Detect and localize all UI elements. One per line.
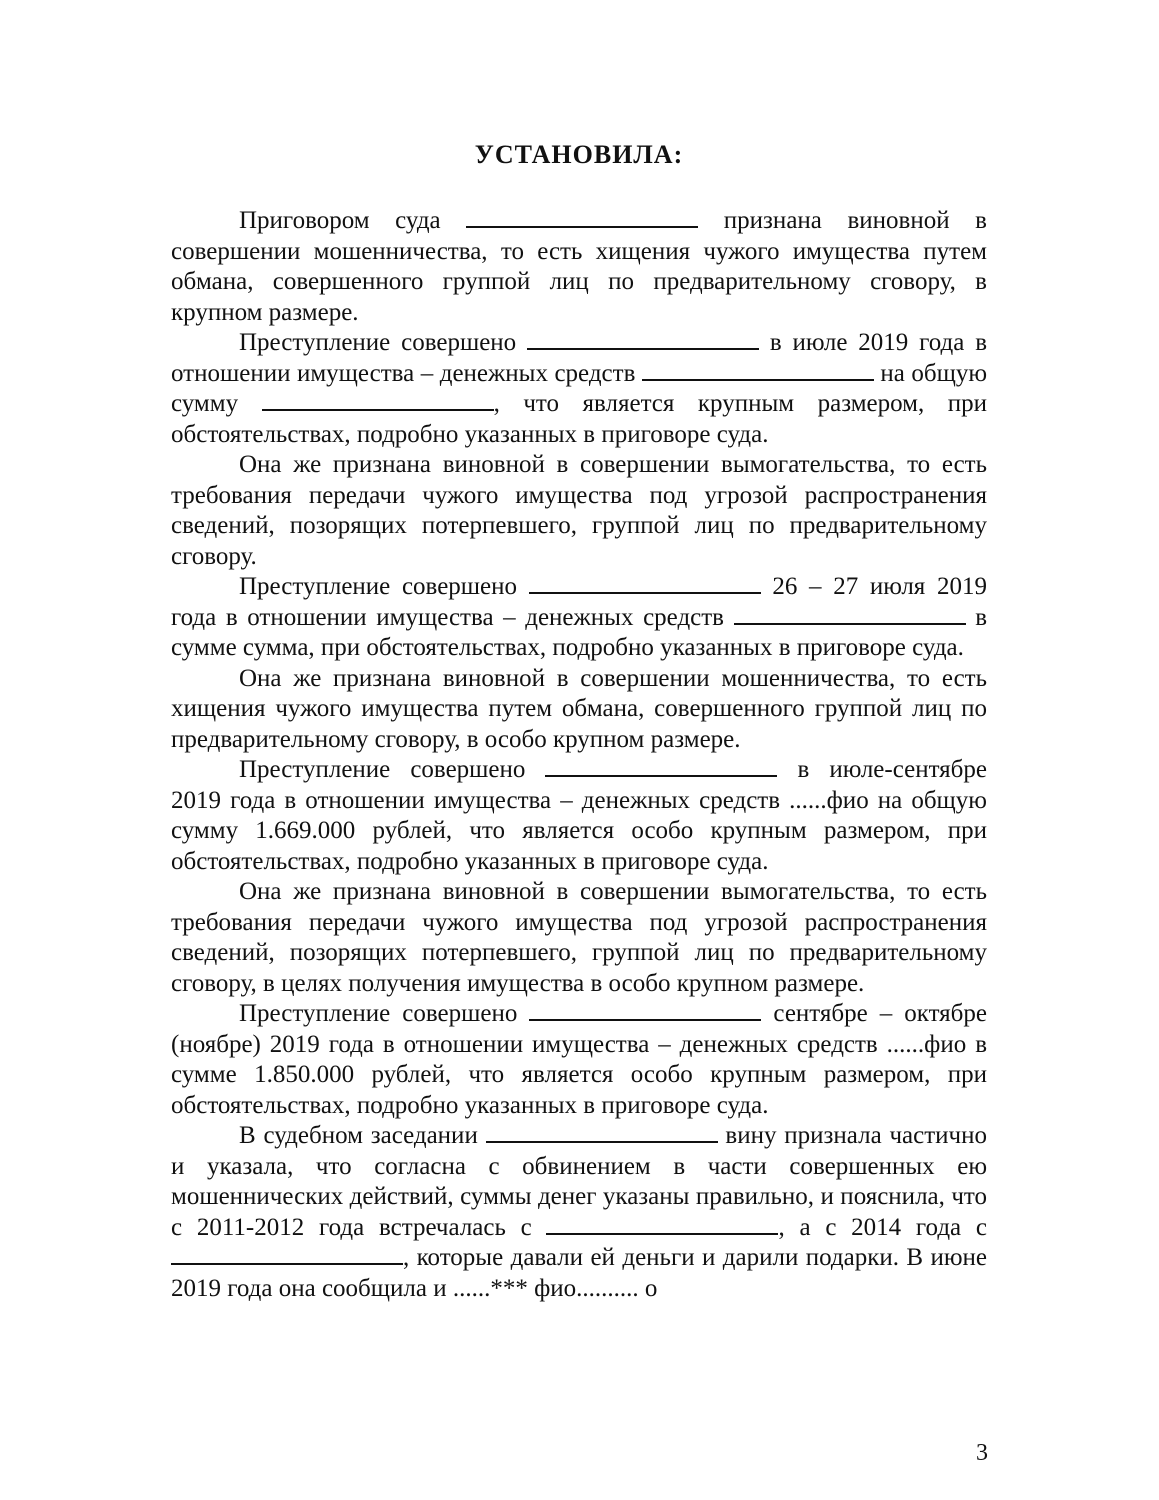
- paragraph-text: на общую сумму: [171, 359, 987, 417]
- paragraph-text: сентябре – октябре (ноябре) 2019 года в отношении имущества – денежных средств ......фио в сумме 1.850.000 рублей, что является особо крупным размером, при обстоятельствах, подробно указанных в приговоре суда.: [171, 1000, 987, 1119]
- paragraph: [171, 206, 987, 328]
- paragraph: [171, 1121, 987, 1304]
- blank-field: [734, 603, 966, 625]
- blank-field: [529, 999, 761, 1021]
- blank-field: [486, 1121, 718, 1143]
- paragraph-text: Преступление совершено: [239, 1000, 530, 1027]
- paragraph-text: Преступление совершено: [239, 756, 546, 783]
- blank-field: [171, 1243, 403, 1265]
- paragraph-text: в июле 2019 года в отношении имущества – денежных средств: [171, 329, 987, 387]
- paragraph-text: В судебном заседании: [239, 1122, 486, 1149]
- paragraph: [171, 877, 987, 999]
- paragraph: [171, 999, 987, 1121]
- paragraph-text: в июле-сентябре 2019 года в отношении имущества – денежных средств ......фио на общую сумму 1.669.000 рублей, что является особо крупным размером, при обстоятельствах, подробно указанных в приговоре суда.: [171, 756, 987, 875]
- blank-field: [466, 206, 698, 228]
- paragraph: [171, 755, 987, 877]
- paragraph-text: Она же признана виновной в совершении вымогательства, то есть требования передачи чужого имущества под угрозой распространения сведений, позорящих потерпевшего, группой лиц по предварительному сговору, в целях получения имущества в особо крупном размере.: [171, 878, 987, 997]
- paragraph: [171, 664, 987, 756]
- paragraph-text: Она же признана виновной в совершении мошенничества, то есть хищения чужого имущества путем обмана, совершенного группой лиц по предварительному сговору, в особо крупном размере.: [171, 664, 987, 753]
- paragraph: [171, 572, 987, 664]
- blank-field: [262, 389, 494, 411]
- paragraph-text: Преступление совершено: [239, 573, 529, 600]
- paragraph: [171, 328, 987, 450]
- paragraph-text: признана виновной в совершении мошенничества, то есть хищения чужого имущества путем обмана, совершенного группой лиц по предварительному сговору, в крупном размере.: [171, 207, 987, 326]
- paragraph-text: Она же признана виновной в совершении вымогательства, то есть требования передачи чужого имущества под угрозой распространения сведений, позорящих потерпевшего, группой лиц по предварительному сговору.: [171, 451, 987, 570]
- document-body: [171, 206, 987, 1304]
- paragraph-text: , что является крупным размером, при обстоятельствах, подробно указанных в приговоре суда.: [171, 390, 987, 448]
- paragraph-text: Приговором суда: [239, 207, 467, 234]
- paragraph-text: в сумме сумма, при обстоятельствах, подробно указанных в приговоре суда.: [171, 603, 987, 661]
- page-number: 3: [976, 1440, 988, 1466]
- blank-field: [642, 359, 874, 381]
- blank-field: [545, 755, 777, 777]
- blank-field: [527, 328, 759, 350]
- paragraph-text: , а с 2014 года с: [778, 1213, 987, 1241]
- paragraph-text: Преступление совершено: [239, 329, 528, 356]
- paragraph-text: вину признала частично и указала, что согласна с обвинением в части совершенных ею мошеннических действий, суммы денег указаны правильно, и пояснила, что с 2011-2012 года встречалась с: [171, 1122, 988, 1241]
- paragraph-text: 26 – 27 июля 2019 года в отношении имущества – денежных средств: [171, 573, 987, 631]
- paragraph: [171, 450, 987, 572]
- blank-field: [546, 1213, 778, 1235]
- section-heading: УСТАНОВИЛА:: [474, 140, 684, 169]
- blank-field: [529, 572, 761, 594]
- paragraph-text: , которые давали ей деньги и дарили подарки. В июне 2019 года она сообщила и ......*** фио.......... о: [171, 1244, 987, 1302]
